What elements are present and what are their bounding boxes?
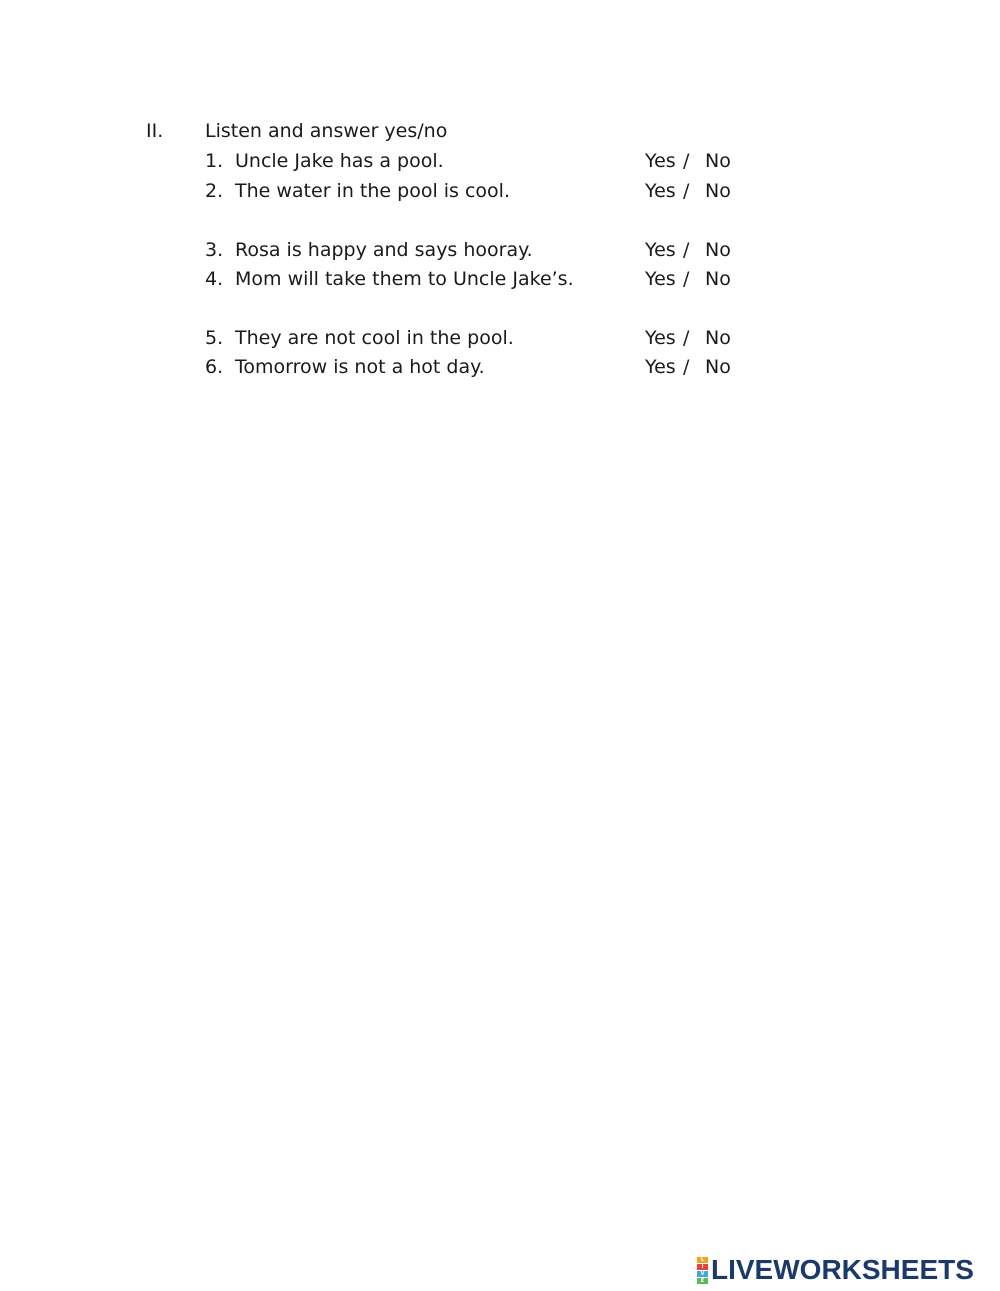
logo-block: L <box>697 1257 708 1263</box>
option-separator: / <box>683 180 690 202</box>
logo-block: V <box>697 1271 708 1277</box>
question-number: 1. <box>205 150 224 172</box>
question-text: The water in the pool is cool. <box>235 180 510 202</box>
no-option[interactable]: No <box>705 239 731 261</box>
option-separator: / <box>683 356 690 378</box>
logo-blocks-icon <box>697 1257 708 1284</box>
question-text: Uncle Jake has a pool. <box>235 150 444 172</box>
question-number: 6. <box>205 356 224 378</box>
liveworksheets-logo <box>697 1255 974 1285</box>
no-option[interactable]: No <box>705 356 731 378</box>
section-title: Listen and answer yes/no <box>205 120 448 142</box>
logo-text: LIVEWORKSHEETS <box>711 1254 974 1285</box>
question-row <box>205 178 765 204</box>
question-row <box>205 148 765 174</box>
question-row <box>205 354 765 380</box>
question-number: 5. <box>205 327 224 349</box>
section-number: II. <box>146 120 164 142</box>
no-option[interactable]: No <box>705 268 731 290</box>
no-option[interactable]: No <box>705 327 731 349</box>
logo-block: I <box>697 1264 708 1270</box>
yes-option[interactable]: Yes <box>645 356 676 378</box>
yes-option[interactable]: Yes <box>645 327 676 349</box>
question-row <box>205 237 765 263</box>
question-row <box>205 266 765 292</box>
question-row <box>205 325 765 351</box>
no-option[interactable]: No <box>705 180 731 202</box>
question-text: They are not cool in the pool. <box>235 327 514 349</box>
logo-block: E <box>697 1278 708 1284</box>
question-text: Rosa is happy and says hooray. <box>235 239 533 261</box>
question-number: 4. <box>205 268 224 290</box>
yes-option[interactable]: Yes <box>645 268 676 290</box>
option-separator: / <box>683 239 690 261</box>
yes-option[interactable]: Yes <box>645 180 676 202</box>
no-option[interactable]: No <box>705 150 731 172</box>
question-text: Mom will take them to Uncle Jake’s. <box>235 268 574 290</box>
question-number: 2. <box>205 180 224 202</box>
option-separator: / <box>683 150 690 172</box>
yes-option[interactable]: Yes <box>645 150 676 172</box>
yes-option[interactable]: Yes <box>645 239 676 261</box>
option-separator: / <box>683 327 690 349</box>
question-text: Tomorrow is not a hot day. <box>235 356 485 378</box>
option-separator: / <box>683 268 690 290</box>
question-number: 3. <box>205 239 224 261</box>
